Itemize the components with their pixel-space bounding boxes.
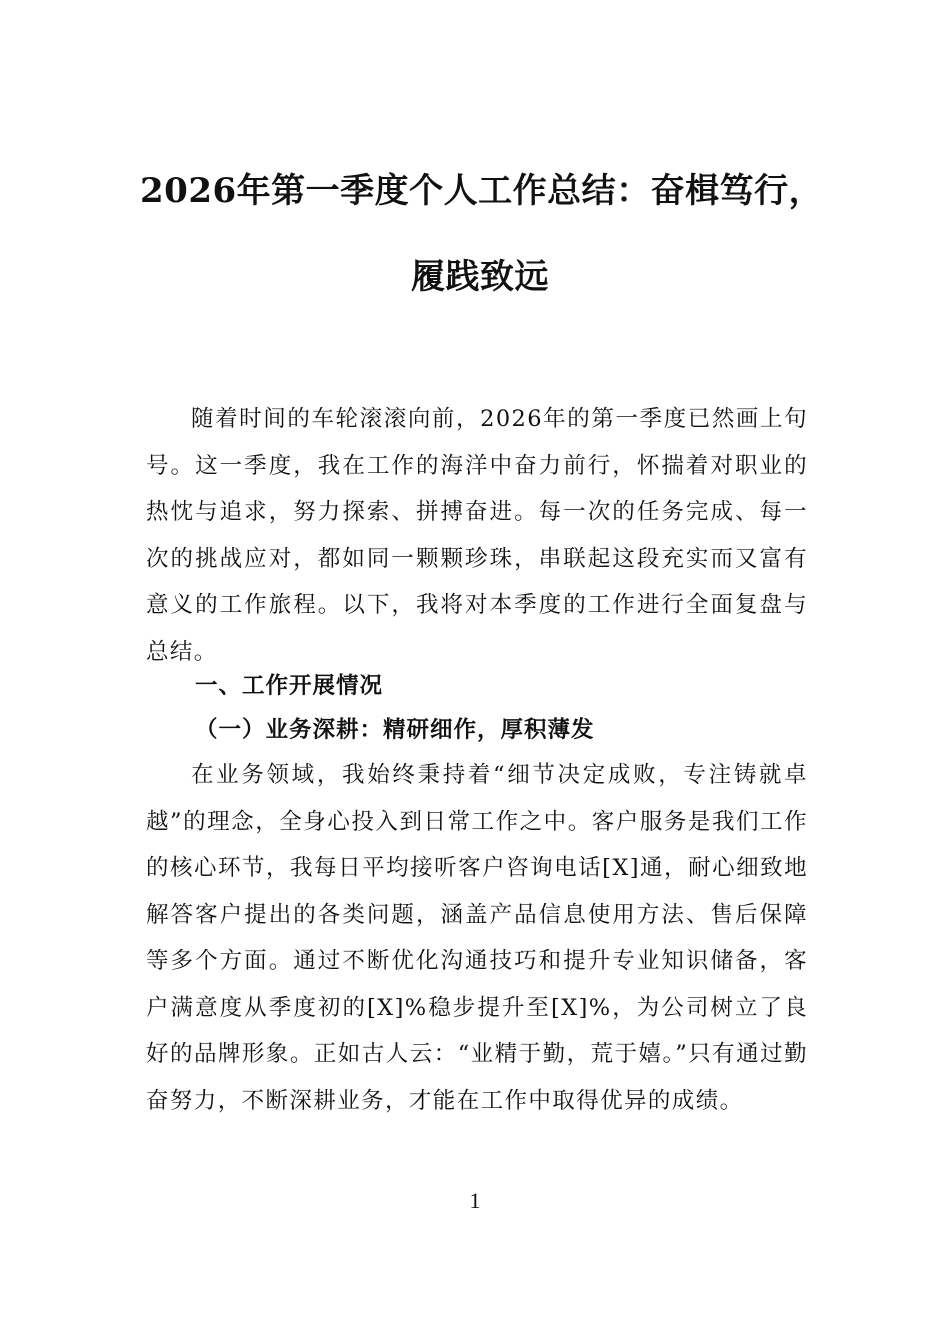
page-number: 1 bbox=[469, 1188, 481, 1213]
title-line-2: 履践致远 bbox=[411, 257, 549, 297]
section-paragraph: 在业务领域，我始终秉持着“细节决定成败，专注铸就卓越”的理念，全身心投入到日常工作之中。客户服务是我们工作的核心环节，我每日平均接听客户咨询电话[X]通，耐心细致地解答客户提出的各类问题，涵盖产品信息使用方法、售后保障等多个方面。通过不断优化沟通技巧和提升专业知识储备，客户满意度从季度初的[X]%稳步提升至[X]%，为公司树立了良好的品牌形象。正如古人云：“业精于勤，荒于嬉。”只有通过勤奋努力，不断深耕业务，才能在工作中取得优异的成绩。 bbox=[146, 762, 808, 1114]
title-line-1: 2026年第一季度个人工作总结：奋楫笃行， bbox=[140, 171, 824, 211]
section-heading: 一、工作开展情况 bbox=[195, 673, 384, 699]
document-title bbox=[140, 166, 824, 302]
subsection-heading: （一）业务深耕：精研细作，厚积薄发 bbox=[195, 717, 595, 743]
intro-paragraph: 随着时间的车轮滚滚向前，2026年的第一季度已然画上句号。这一季度，我在工作的海洋中奋力前行，怀揣着对职业的热忱与追求，努力探索、拼搏奋进。每一次的任务完成、每一次的挑战应对，都如同一颗颗珍珠，串联起这段充实而又富有意义的工作旅程。以下，我将对本季度的工作进行全面复盘与总结。 bbox=[146, 406, 808, 665]
